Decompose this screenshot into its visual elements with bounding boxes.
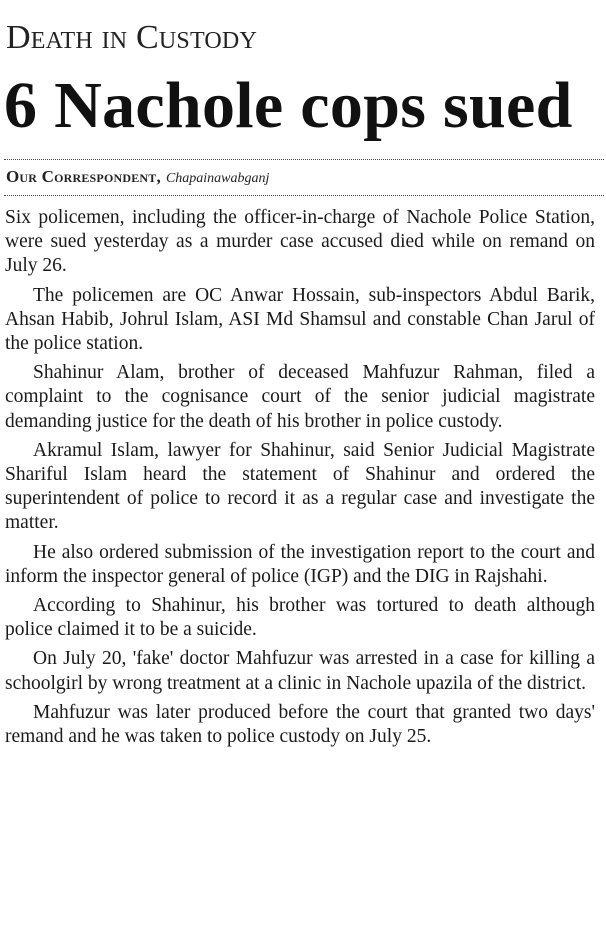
byline-bottom-rule [4, 195, 604, 196]
byline [6, 166, 269, 190]
article-paragraph-2: The policemen are OC Anwar Hossain, sub-inspectors Abdul Barik, Ahsan Habib, Johrul Islam, ASI Md Shamsul and constable Chan Jarul of the police station. [5, 284, 595, 355]
article-paragraph-8: Mahfuzur was later produced before the court that granted two days' remand and he was taken to police custody on July 25. [5, 701, 595, 748]
byline-top-rule [4, 159, 604, 160]
article-paragraph-7: On July 20, 'fake' doctor Mahfuzur was arrested in a case for killing a schoolgirl by wrong treatment at a clinic in Nachole upazila of the district. [5, 648, 595, 694]
article-kicker: Death in Custody [6, 19, 257, 56]
article-headline: 6 Nachole cops sued [4, 69, 573, 142]
article-paragraph-4: Akramul Islam, lawyer for Shahinur, said Senior Judicial Magistrate Shariful Islam heard the statement of Shahinur and ordered the superintendent of police to record it as a regular case and investigate the matter. [5, 439, 595, 534]
byline-author: Our Correspondent, [6, 167, 161, 186]
article-body [5, 206, 595, 754]
byline-place: Chapainawabganj [165, 171, 270, 186]
article-paragraph-3: Shahinur Alam, brother of deceased Mahfuzur Rahman, filed a complaint to the cognisance court of the senior judicial magistrate demanding justice for the death of his brother in police custody. [5, 362, 595, 432]
article-paragraph-1: Six policemen, including the officer-in-charge of Nachole Police Station, were sued yesterday as a murder case accused died while on remand on July 26. [5, 207, 595, 277]
article-paragraph-6: According to Shahinur, his brother was tortured to death although police claimed it to be a suicide. [5, 595, 595, 641]
article-paragraph-5: He also ordered submission of the investigation report to the court and inform the inspector general of police (IGP) and the DIG in Rajshahi. [5, 541, 595, 587]
